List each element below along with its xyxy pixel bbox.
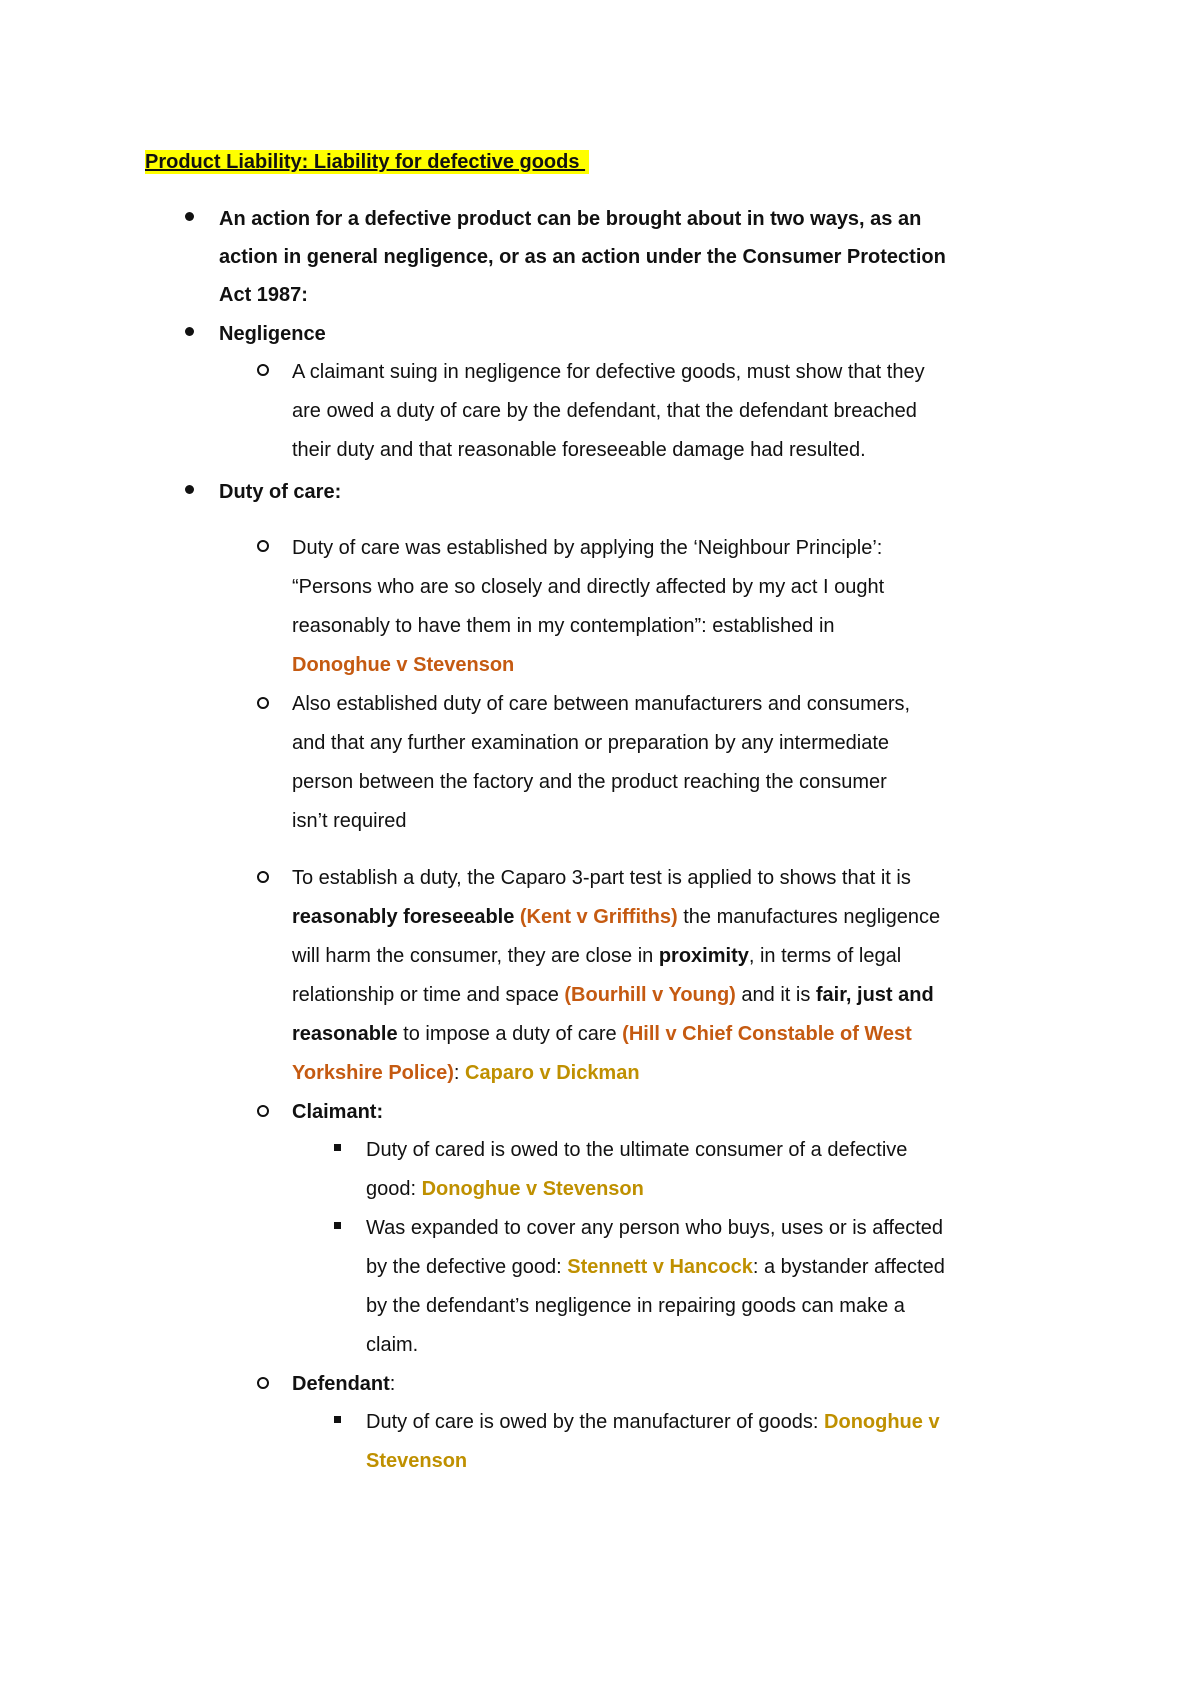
duty-heading: Duty of care:: [219, 481, 342, 503]
neighbour-line-1: Duty of care was established by applying the ‘Neighbour Principle’:: [292, 537, 883, 559]
case-hill-v-chief-constable-cont: Yorkshire Police): [292, 1062, 454, 1084]
claimant-item1-line-1: Duty of cared is owed to the ultimate consumer of a defective: [366, 1139, 908, 1161]
negligence-line-1: A claimant suing in negligence for defective goods, must show that they: [292, 361, 925, 383]
manufacturers-line-4: isn’t required: [292, 810, 407, 832]
claimant-text: : a bystander affected: [752, 1256, 945, 1278]
intro-line-3: Act 1987:: [219, 284, 308, 306]
claimant-item2-line-2: [366, 1255, 945, 1279]
manufacturers-line-3: person between the factory and the product reaching the consumer: [292, 771, 887, 793]
neighbour-line-3: reasonably to have them in my contemplation”: established in: [292, 615, 835, 637]
bullet-dot: [185, 485, 194, 494]
bullet-circle: [257, 364, 269, 376]
caparo-line-1: To establish a duty, the Caparo 3-part test is applied to shows that it is: [292, 867, 911, 889]
page-title: Product Liability: Liability for defective goods: [145, 150, 589, 174]
neighbour-line-2: “Persons who are so closely and directly affected by my act I ought: [292, 576, 885, 598]
claimant-text: good:: [366, 1178, 422, 1200]
case-donoghue-v-stevenson: Donoghue v: [824, 1411, 940, 1433]
bullet-dot: [185, 327, 194, 336]
negligence-line-2: are owed a duty of care by the defendant, that the defendant breached: [292, 400, 917, 422]
negligence-heading: Negligence: [219, 323, 326, 345]
caparo-text: , in terms of legal: [748, 945, 902, 967]
case-stennett-v-hancock: Stennett v Hancock: [567, 1256, 753, 1278]
bullet-square: [334, 1222, 341, 1229]
claimant-text: by the defective good:: [366, 1256, 568, 1278]
intro-line-2: action in general negligence, or as an action under the Consumer Protection: [219, 246, 946, 268]
claimant-item2-line-4: claim.: [366, 1334, 419, 1356]
claimant-heading: Claimant:: [292, 1101, 384, 1123]
bullet-square: [334, 1144, 341, 1151]
case-caparo-v-dickman: Caparo v Dickman: [465, 1062, 640, 1084]
intro-line-1: An action for a defective product can be brought about in two ways, as an: [219, 208, 922, 230]
defendant-item1-line-2: Stevenson: [366, 1450, 468, 1472]
case-hill-v-chief-constable: (Hill v Chief Constable of West: [622, 1023, 912, 1045]
reasonable: reasonable: [292, 1023, 398, 1045]
case-bourhill-v-young: (Bourhill v Young): [564, 984, 736, 1006]
claimant-item2-line-3: by the defendant’s negligence in repairing goods can make a: [366, 1295, 905, 1317]
caparo-line-2: [292, 905, 940, 929]
case-kent-v-griffiths: (Kent v Griffiths): [514, 906, 678, 928]
caparo-text: :: [453, 1062, 466, 1084]
bullet-circle: [257, 1377, 269, 1389]
caparo-line-6: [292, 1061, 640, 1085]
negligence-line-3: their duty and that reasonable foreseeable damage had resulted.: [292, 439, 866, 461]
caparo-text: to impose a duty of care: [397, 1023, 623, 1045]
case-donoghue-v-stevenson: Donoghue v Stevenson: [292, 654, 515, 676]
defendant-heading: [292, 1372, 395, 1396]
proximity: proximity: [658, 945, 749, 967]
claimant-item1-line-2: [366, 1177, 644, 1201]
bullet-dot: [185, 212, 194, 221]
claimant-item2-line-1: Was expanded to cover any person who buys, uses or is affected: [366, 1217, 943, 1239]
manufacturers-line-1: Also established duty of care between manufacturers and consumers,: [292, 693, 911, 715]
bullet-circle: [257, 1105, 269, 1117]
defendant-item1-line-1: [366, 1410, 940, 1434]
case-donoghue-v-stevenson: Donoghue v Stevenson: [421, 1178, 644, 1200]
bullet-square: [334, 1416, 341, 1423]
bullet-circle: [257, 697, 269, 709]
defendant-heading-text: Defendant: [292, 1373, 390, 1395]
caparo-text: and it is: [735, 984, 816, 1006]
caparo-text: relationship or time and space: [292, 984, 565, 1006]
caparo-line-5: [292, 1022, 912, 1046]
caparo-line-4: [292, 983, 934, 1007]
defendant-colon: :: [389, 1373, 396, 1395]
caparo-text: the manufactures negligence: [677, 906, 941, 928]
caparo-text: will harm the consumer, they are close in: [292, 945, 659, 967]
manufacturers-line-2: and that any further examination or preparation by any intermediate: [292, 732, 890, 754]
bullet-circle: [257, 871, 269, 883]
reasonably-foreseeable: reasonably foreseeable: [292, 906, 515, 928]
fair-just-and: fair, just and: [815, 984, 934, 1006]
defendant-text: Duty of care is owed by the manufacturer of goods:: [366, 1411, 825, 1433]
bullet-circle: [257, 540, 269, 552]
caparo-line-3: [292, 944, 901, 968]
